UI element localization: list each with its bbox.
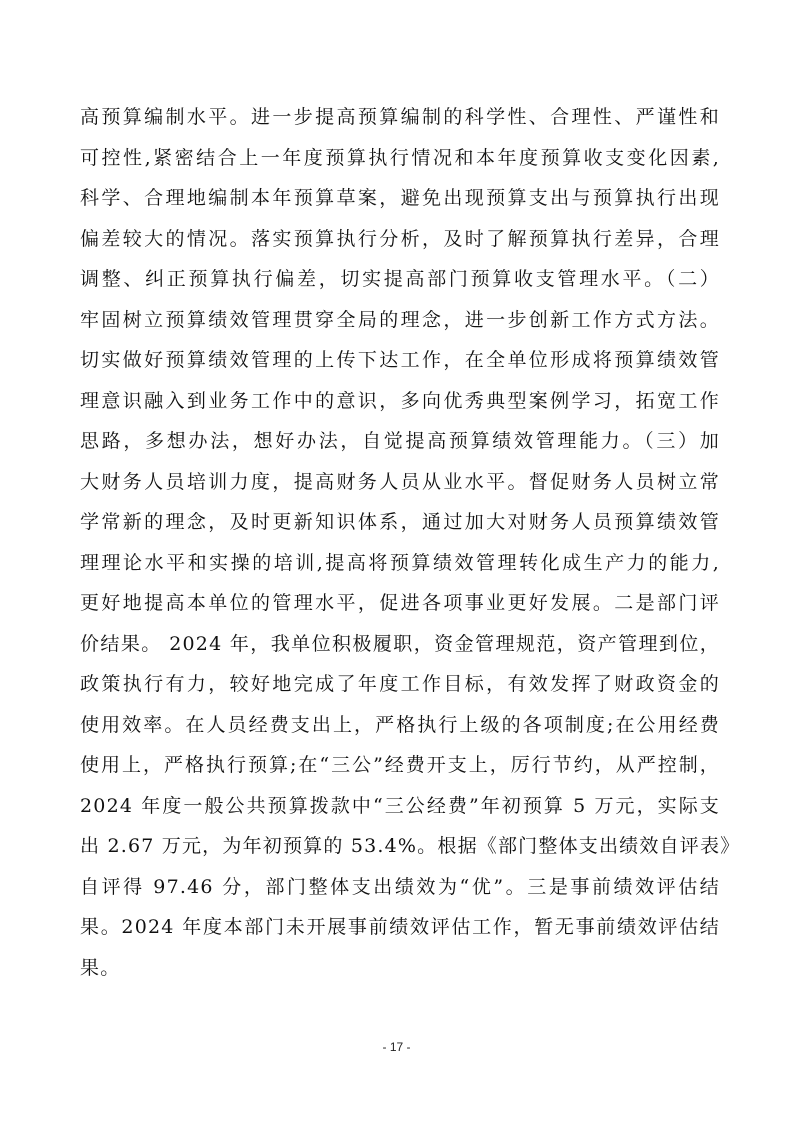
text-line: 价结果。 2024 年，我单位积极履职，资金管理规范，资产管理到位， [80, 632, 720, 655]
text-line: 2024 年度一般公共预算拨款中“三公经费”年初预算 5 万元，实际支 [80, 794, 720, 817]
text-line: 政策执行有力，较好地完成了年度工作目标，有效发挥了财政资金的 [80, 673, 720, 695]
text-line: 果。2024 年度本部门未开展事前绩效评估工作，暂无事前绩效评估结 [80, 916, 720, 938]
text-line: 更好地提高本单位的管理水平，促进各项事业更好发展。二是部门评 [80, 592, 720, 614]
text-line: 学常新的理念，及时更新知识体系，通过加大对财务人员预算绩效管 [80, 511, 720, 533]
text-line: 自评得 97.46 分，部门整体支出绩效为“优”。三是事前绩效评估结 [80, 875, 720, 898]
text-line: 科学、合理地编制本年预算草案，避免出现预算支出与预算执行出现 [80, 187, 720, 209]
text-line: 偏差较大的情况。落实预算执行分析，及时了解预算执行差异，合理 [80, 227, 720, 250]
body-text [80, 97, 741, 988]
text-line: 理意识融入到业务工作中的意识，多向优秀典型案例学习，拓宽工作 [80, 389, 720, 412]
text-line: 果。 [80, 956, 121, 979]
text-line: 思路，多想办法，想好办法，自觉提高预算绩效管理能力。（三）加 [80, 430, 720, 452]
text-line: 出 2.67 万元，为年初预算的 53.4%。根据《部门整体支出绩效自评表》 [80, 835, 741, 857]
text-line: 高预算编制水平。进一步提高预算编制的科学性、合理性、严谨性和 [80, 106, 720, 128]
text-line: 理理论水平和实操的培训,提高将预算绩效管理转化成生产力的能力, [80, 551, 720, 574]
text-line: 可控性,紧密结合上一年度预算执行情况和本年度预算收支变化因素, [80, 146, 720, 169]
text-line: 使用上，严格执行预算;在“三公”经费开支上，厉行节约，从严控制， [80, 754, 720, 776]
page-number: - 17 - [382, 1040, 411, 1054]
text-line: 切实做好预算绩效管理的上传下达工作，在全单位形成将预算绩效管 [80, 349, 720, 371]
text-line: 使用效率。在人员经费支出上，严格执行上级的各项制度;在公用经费 [80, 713, 720, 736]
text-line: 调整、纠正预算执行偏差，切实提高部门预算收支管理水平。（二） [80, 268, 720, 290]
text-line: 牢固树立预算绩效管理贯穿全局的理念，进一步创新工作方式方法。 [80, 308, 720, 331]
text-line: 大财务人员培训力度，提高财务人员从业水平。督促财务人员树立常 [80, 470, 720, 493]
